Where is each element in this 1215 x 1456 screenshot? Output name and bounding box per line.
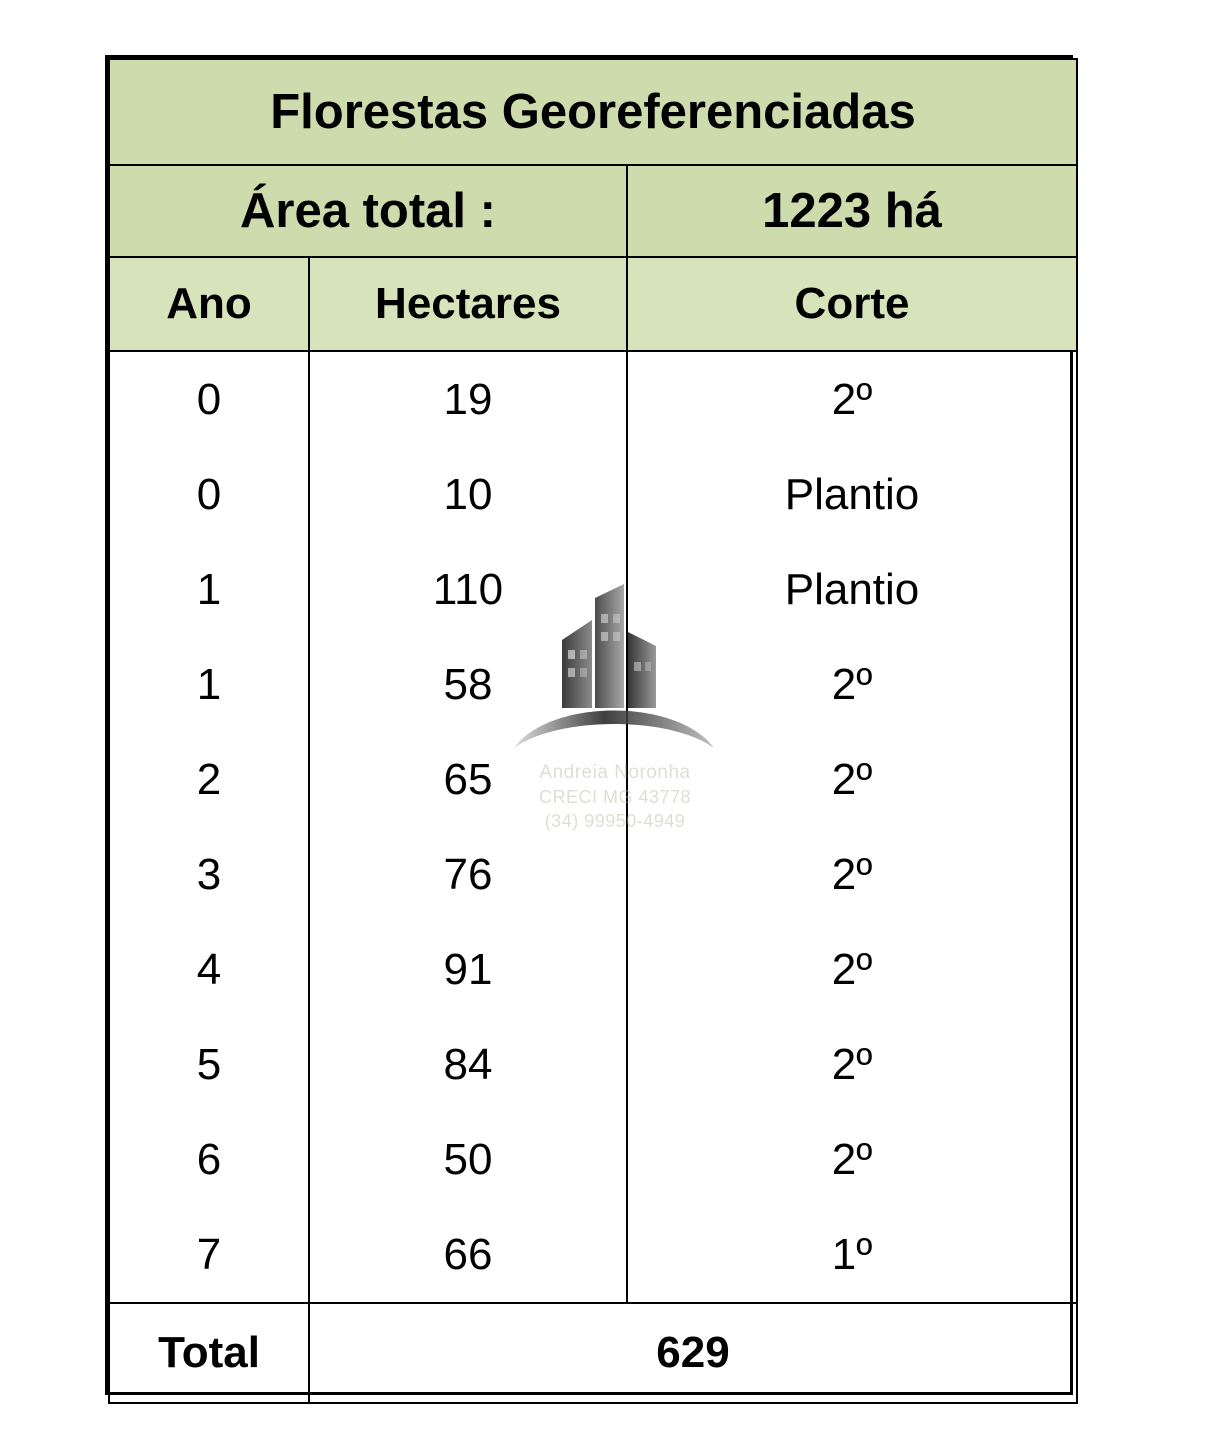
area-total-row <box>109 165 1077 257</box>
title-row <box>109 59 1077 165</box>
cell-ano: 7 <box>109 1207 309 1303</box>
total-label: Total <box>109 1303 309 1403</box>
page-title: Florestas Georeferenciadas <box>109 59 1077 165</box>
cell-hectares: 84 <box>309 1017 627 1112</box>
table-row <box>109 447 1077 542</box>
watermark-phone: (34) 99950-4949 <box>544 811 686 831</box>
table-row <box>109 637 1077 732</box>
cell-hectares: 76 <box>309 827 627 922</box>
column-header-row <box>109 257 1077 351</box>
cell-corte: 2º <box>627 827 1077 922</box>
table-row <box>109 542 1077 637</box>
table-row <box>109 1017 1077 1112</box>
watermark-name: Andreia Noronha <box>539 762 691 783</box>
cell-ano: 0 <box>109 447 309 542</box>
table-row <box>109 922 1077 1017</box>
forest-table-sheet <box>105 55 1073 1395</box>
cell-corte: 2º <box>627 732 1077 827</box>
table-row <box>109 1207 1077 1303</box>
area-total-label: Área total : <box>109 165 627 257</box>
cell-corte: 2º <box>627 922 1077 1017</box>
table-row <box>109 732 1077 827</box>
cell-ano: 6 <box>109 1112 309 1207</box>
forest-data-table <box>108 58 1078 1404</box>
cell-ano: 5 <box>109 1017 309 1112</box>
column-header-ano: Ano <box>109 257 309 351</box>
cell-ano: 4 <box>109 922 309 1017</box>
cell-hectares: 66 <box>309 1207 627 1303</box>
cell-ano: 1 <box>109 542 309 637</box>
cell-hectares: 110 <box>309 542 627 637</box>
cell-hectares: 19 <box>309 351 627 447</box>
cell-hectares: 50 <box>309 1112 627 1207</box>
cell-hectares: 58 <box>309 637 627 732</box>
cell-hectares: 10 <box>309 447 627 542</box>
cell-corte: Plantio <box>627 447 1077 542</box>
column-header-hectares: Hectares <box>309 257 627 351</box>
table-row <box>109 1112 1077 1207</box>
cell-ano: 0 <box>109 351 309 447</box>
column-header-corte: Corte <box>627 257 1077 351</box>
cell-ano: 1 <box>109 637 309 732</box>
table-row <box>109 351 1077 447</box>
cell-corte: 2º <box>627 1017 1077 1112</box>
cell-corte: 2º <box>627 351 1077 447</box>
total-row <box>109 1303 1077 1403</box>
cell-ano: 3 <box>109 827 309 922</box>
cell-hectares: 91 <box>309 922 627 1017</box>
cell-corte: 2º <box>627 1112 1077 1207</box>
cell-corte: 1º <box>627 1207 1077 1303</box>
cell-ano: 2 <box>109 732 309 827</box>
area-total-value: 1223 há <box>627 165 1077 257</box>
cell-corte: 2º <box>627 637 1077 732</box>
table-row <box>109 827 1077 922</box>
total-value: 629 <box>309 1303 1077 1403</box>
cell-corte: Plantio <box>627 542 1077 637</box>
watermark-creci: CRECI MG 43778 <box>538 787 692 807</box>
cell-hectares: 65 <box>309 732 627 827</box>
